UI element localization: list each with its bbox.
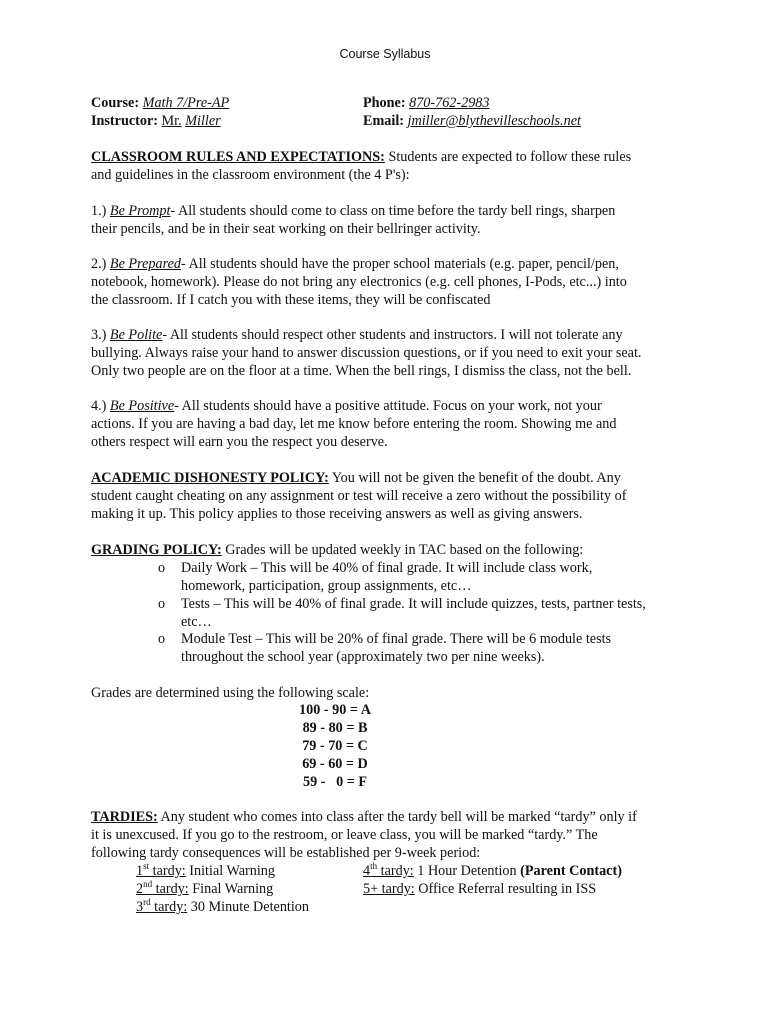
scale-intro: Grades are determined using the following scale: (91, 685, 370, 701)
rule-item (91, 255, 691, 309)
tardy-item-4 (363, 862, 622, 880)
bullet-marker: o (158, 596, 166, 612)
instructor-prefix: Mr. (161, 113, 182, 129)
tardy-number: 2 (136, 881, 144, 897)
email-label: Email: (363, 113, 404, 129)
course-label: Course: (91, 95, 140, 111)
rule-text: - All students should have a positive attitude. Focus on your work, not your (174, 398, 602, 414)
tardies-section (91, 808, 691, 862)
tardies-text: Any student who comes into class after the tardy bell will be marked “tardy” only if (157, 809, 637, 825)
grading-bullet (181, 630, 691, 666)
tardy-item-3 (136, 898, 309, 916)
grading-heading: GRADING POLICY: (91, 542, 222, 558)
tardy-suffix: nd (143, 879, 153, 889)
tardy-label: tardy: (149, 863, 186, 879)
rule-item (91, 397, 691, 451)
grading-bullet (181, 559, 691, 595)
rules-intro-text-2: and guidelines in the classroom environment (the 4 P's): (91, 167, 410, 183)
grading-intro (91, 541, 691, 559)
tardy-label: tardy: (152, 881, 189, 897)
grading-bullet-text: etc… (181, 614, 212, 630)
rule-text: Only two people are on the floor at a time. When the bell rings, I dismiss the class, not the bell. (91, 363, 632, 379)
rule-text: the classroom. If I catch you with these items, they will be confiscated (91, 292, 491, 308)
dishonesty-text: student caught cheating on any assignment or test will receive a zero without the possibility of (91, 488, 627, 504)
phone-value: 870-762-2983 (409, 95, 490, 111)
grade-scale-row: 79 - 70 = C (302, 738, 368, 754)
tardy-consequence: Initial Warning (185, 863, 275, 879)
grading-bullet-text: Tests – This will be 40% of final grade. It will include quizzes, tests, partner tests, (181, 596, 646, 612)
rule-number: 4.) (91, 398, 110, 414)
tardy-item-5 (363, 880, 596, 898)
tardy-item-2 (136, 880, 273, 898)
instructor-line (91, 112, 221, 130)
tardy-label: 5+ tardy: (363, 881, 415, 897)
rule-text: - All students should have the proper school materials (e.g. paper, pencil/pen, (180, 256, 619, 272)
rules-intro-text: Students are expected to follow these rules (384, 149, 632, 165)
tardy-number: 3 (136, 899, 144, 915)
tardy-suffix: rd (143, 897, 151, 907)
tardy-suffix: st (143, 861, 150, 871)
grading-intro-text: Grades will be updated weekly in TAC based on the following: (221, 542, 584, 558)
phone-line (363, 94, 490, 112)
grading-bullet (181, 595, 691, 631)
rule-item (91, 326, 691, 380)
tardy-label: tardy: (377, 863, 414, 879)
tardy-suffix: th (370, 861, 378, 871)
phone-label: Phone: (363, 95, 406, 111)
email-value[interactable]: jmiller@blythevilleschools.net (407, 113, 581, 129)
grading-bullet-text: Daily Work – This will be 40% of final grade. It will include class work, (181, 560, 593, 576)
grade-scale (250, 701, 420, 791)
tardy-number: 1 (136, 863, 144, 879)
rule-text: others respect will earn you the respect you deserve. (91, 434, 388, 450)
rule-title: Be Polite (109, 327, 163, 343)
course-value: Math 7/Pre-AP (142, 95, 230, 111)
rule-title: Be Prepared (109, 256, 181, 272)
rule-number: 3.) (91, 327, 110, 343)
rule-title: Be Prompt (109, 203, 171, 219)
tardy-number: 4 (363, 863, 371, 879)
instructor-name: Miller (185, 113, 221, 129)
tardies-text: it is unexcused. If you go to the restroom, or leave class, you will be marked “tardy.” The (91, 827, 598, 843)
rule-number: 1.) (91, 203, 110, 219)
tardy-consequence: 30 Minute Detention (187, 899, 309, 915)
tardy-consequence: Office Referral resulting in ISS (414, 881, 597, 897)
tardy-consequence: 1 Hour Detention (413, 863, 521, 879)
rule-text: bullying. Always raise your hand to answer discussion questions, or if you need to exit your seat. (91, 345, 642, 361)
grade-scale-row: 69 - 60 = D (302, 756, 368, 772)
rules-intro (91, 148, 691, 184)
tardies-text: following tardy consequences will be established per 9-week period: (91, 845, 481, 861)
instructor-label: Instructor: (91, 113, 158, 129)
tardy-item-1 (136, 862, 275, 880)
bullet-marker: o (158, 560, 166, 576)
tardy-consequence: Final Warning (188, 881, 274, 897)
rule-item (91, 202, 691, 238)
tardy-label: tardy: (150, 899, 188, 915)
dishonesty-section (91, 469, 691, 523)
tardies-heading: TARDIES: (91, 809, 158, 825)
email-line (363, 112, 581, 130)
rule-text: - All students should respect other students and instructors. I will not tolerate any (162, 327, 623, 343)
dishonesty-heading: ACADEMIC DISHONESTY POLICY: (91, 470, 329, 486)
rule-number: 2.) (91, 256, 110, 272)
rules-heading: CLASSROOM RULES AND EXPECTATIONS: (91, 149, 385, 165)
grade-scale-row: 59 - 0 = F (302, 774, 368, 790)
rule-text: actions. If you are having a bad day, let me know before entering the room. Showing me and (91, 416, 617, 432)
course-line (91, 94, 229, 112)
grade-scale-row: 89 - 80 = B (302, 720, 368, 736)
dishonesty-text: You will not be given the benefit of the doubt. Any (328, 470, 621, 486)
grading-bullet-text: throughout the school year (approximately two per nine weeks). (181, 649, 545, 665)
rule-text: their pencils, and be in their seat working on their bellringer activity. (91, 221, 481, 237)
dishonesty-text: making it up. This policy applies to those receiving answers as well as giving answers. (91, 506, 583, 522)
rule-text: - All students should come to class on time before the tardy bell rings, sharpen (170, 203, 616, 219)
parent-contact-note: (Parent Contact) (520, 863, 622, 879)
grading-bullet-text: homework, participation, group assignments, etc… (181, 578, 472, 594)
document-header: Course Syllabus (339, 47, 431, 61)
bullet-marker: o (158, 631, 166, 647)
grade-scale-row: 100 - 90 = A (299, 702, 371, 718)
rule-text: notebook, homework). Please do not bring any electronics (e.g. cell phones, I-Pods, etc...) into (91, 274, 627, 290)
grading-bullet-text: Module Test – This will be 20% of final grade. There will be 6 module tests (181, 631, 612, 647)
rule-title: Be Positive (109, 398, 175, 414)
